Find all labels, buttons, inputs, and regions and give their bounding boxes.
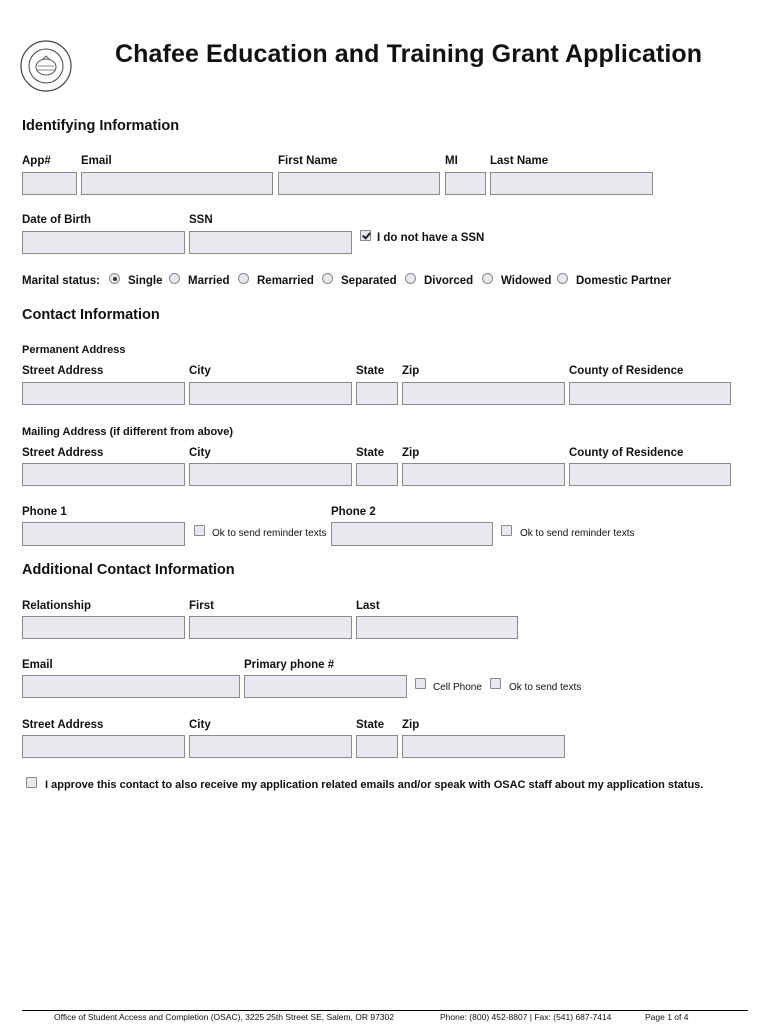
marital-status-label: Marital status: xyxy=(22,275,100,287)
mail-street-label: Street Address xyxy=(22,447,104,459)
phone2-reminder-label: Ok to send reminder texts xyxy=(520,528,635,539)
marital-radio-remarried[interactable] xyxy=(238,273,249,284)
dob-field[interactable] xyxy=(22,231,185,254)
last-name-label: Last Name xyxy=(490,155,549,167)
marital-option-remarried: Remarried xyxy=(257,275,314,287)
contact-city-label: City xyxy=(189,719,211,731)
ok-texts-label: Ok to send texts xyxy=(509,682,582,693)
perm-zip-field[interactable] xyxy=(402,382,565,405)
section-additional-heading: Additional Contact Information xyxy=(22,562,235,578)
marital-option-divorced: Divorced xyxy=(424,275,474,287)
perm-state-field[interactable] xyxy=(356,382,398,405)
section-identifying-heading: Identifying Information xyxy=(22,118,180,134)
phone1-field[interactable] xyxy=(22,522,185,546)
footer-phone-fax: Phone: (800) 452-8807 | Fax: (541) 687-7414 xyxy=(440,1012,612,1022)
cell-phone-label: Cell Phone xyxy=(433,682,482,693)
contact-first-label: First xyxy=(189,600,214,612)
contact-first-field[interactable] xyxy=(189,616,352,639)
ok-texts-checkbox[interactable] xyxy=(490,678,501,689)
perm-state-label: State xyxy=(356,365,385,377)
mailing-address-label: Mailing Address (if different from above) xyxy=(22,426,234,438)
no-ssn-checkbox[interactable] xyxy=(360,230,371,241)
perm-zip-label: Zip xyxy=(402,365,420,377)
contact-zip-field[interactable] xyxy=(402,735,565,758)
contact-street-field[interactable] xyxy=(22,735,185,758)
perm-city-field[interactable] xyxy=(189,382,352,405)
mi-field[interactable] xyxy=(445,172,486,195)
mail-zip-field[interactable] xyxy=(402,463,565,486)
contact-email-field[interactable] xyxy=(22,675,240,698)
ssn-field[interactable] xyxy=(189,231,352,254)
phone2-label: Phone 2 xyxy=(331,506,376,518)
dob-label: Date of Birth xyxy=(22,214,91,226)
marital-radio-single[interactable] xyxy=(109,273,120,284)
relationship-field[interactable] xyxy=(22,616,185,639)
permanent-address-label: Permanent Address xyxy=(22,344,126,356)
primary-phone-field[interactable] xyxy=(244,675,407,698)
mail-county-field[interactable] xyxy=(569,463,731,486)
contact-city-field[interactable] xyxy=(189,735,352,758)
no-ssn-label: I do not have a SSN xyxy=(377,232,485,244)
marital-option-single: Single xyxy=(128,275,163,287)
cell-phone-checkbox[interactable] xyxy=(415,678,426,689)
mi-label: MI xyxy=(445,155,458,167)
contact-street-label: Street Address xyxy=(22,719,104,731)
phone1-label: Phone 1 xyxy=(22,506,67,518)
contact-state-label: State xyxy=(356,719,385,731)
last-name-field[interactable] xyxy=(490,172,653,195)
phone1-reminder-label: Ok to send reminder texts xyxy=(212,528,327,539)
phone1-reminder-checkbox[interactable] xyxy=(194,525,205,536)
app-number-label: App# xyxy=(22,155,51,167)
email-label: Email xyxy=(81,155,112,167)
perm-street-field[interactable] xyxy=(22,382,185,405)
phone2-field[interactable] xyxy=(331,522,493,546)
contact-last-field[interactable] xyxy=(356,616,518,639)
perm-street-label: Street Address xyxy=(22,365,104,377)
app-number-field[interactable] xyxy=(22,172,77,195)
first-name-label: First Name xyxy=(278,155,338,167)
marital-radio-divorced[interactable] xyxy=(405,273,416,284)
ssn-label: SSN xyxy=(189,214,213,226)
marital-option-married: Married xyxy=(188,275,230,287)
marital-radio-widowed[interactable] xyxy=(482,273,493,284)
section-contact-heading: Contact Information xyxy=(22,307,160,323)
email-field[interactable] xyxy=(81,172,273,195)
perm-county-label: County of Residence xyxy=(569,365,684,377)
footer-office: Office of Student Access and Completion (OSAC), 3225 25th Street SE, Salem, OR 97302 xyxy=(54,1012,395,1022)
perm-city-label: City xyxy=(189,365,211,377)
contact-zip-label: Zip xyxy=(402,719,420,731)
first-name-field[interactable] xyxy=(278,172,440,195)
mail-city-field[interactable] xyxy=(189,463,352,486)
contact-state-field[interactable] xyxy=(356,735,398,758)
primary-phone-label: Primary phone # xyxy=(244,659,335,671)
page-title: Chafee Education and Training Grant Application xyxy=(115,40,703,68)
relationship-label: Relationship xyxy=(22,600,92,612)
mail-state-label: State xyxy=(356,447,385,459)
oregon-state-seal xyxy=(20,40,72,92)
mail-zip-label: Zip xyxy=(402,447,420,459)
marital-option-domestic-partner: Domestic Partner xyxy=(576,275,672,287)
marital-option-widowed: Widowed xyxy=(501,275,552,287)
perm-county-field[interactable] xyxy=(569,382,731,405)
marital-radio-separated[interactable] xyxy=(322,273,333,284)
mail-state-field[interactable] xyxy=(356,463,398,486)
mail-county-label: County of Residence xyxy=(569,447,684,459)
approve-contact-checkbox[interactable] xyxy=(26,777,37,788)
approve-contact-label: I approve this contact to also receive my application related emails and/or speak with OSAC staff about my application status. xyxy=(45,779,704,791)
contact-last-label: Last xyxy=(356,600,380,612)
marital-radio-domestic-partner[interactable] xyxy=(557,273,568,284)
marital-option-separated: Separated xyxy=(341,275,397,287)
footer-page-number: Page 1 of 4 xyxy=(645,1012,689,1022)
mail-city-label: City xyxy=(189,447,211,459)
phone2-reminder-checkbox[interactable] xyxy=(501,525,512,536)
marital-radio-married[interactable] xyxy=(169,273,180,284)
contact-email-label: Email xyxy=(22,659,53,671)
footer-divider xyxy=(22,1010,748,1011)
mail-street-field[interactable] xyxy=(22,463,185,486)
